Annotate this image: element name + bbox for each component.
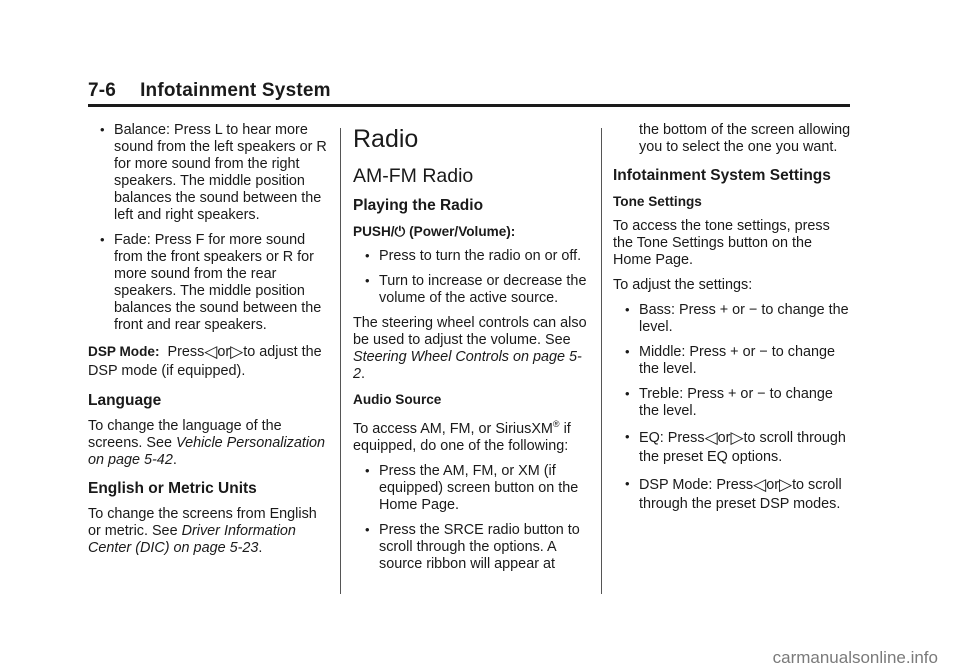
bullet-fade: • Fade: Press F for more sound from the front speakers or R for more sound from the rear speakers. The middle position balances the sound between the front and rear speakers. bbox=[88, 232, 332, 334]
dsp-mode-label: DSP Mode: bbox=[88, 344, 160, 359]
tone-paragraph: To access the tone settings, press the Tone Settings button on the Home Page. bbox=[613, 218, 830, 268]
bullet-balance: • Balance: Press L to hear more sound from the left speakers or R for more sound from the right speakers. The middle position balances the sound between the left and right speakers. bbox=[88, 122, 332, 224]
column-1 bbox=[88, 122, 332, 565]
left-arrow-icon: ◁ bbox=[204, 342, 218, 361]
dsp-text: Press bbox=[167, 344, 205, 360]
audio-source-text: To access AM, FM, or SiriusXM bbox=[353, 420, 553, 437]
continued-text: the bottom of the screen allowing you to select the one you want. bbox=[639, 122, 851, 155]
dsp3-text: DSP Mode: Press bbox=[639, 477, 754, 493]
bullet-turn-volume: • Turn to increase or decrease the volume of the active source. bbox=[353, 273, 589, 307]
dsp3-or: or bbox=[766, 477, 779, 493]
watermark: carmanualsonline.info bbox=[772, 648, 938, 667]
steering-text: The steering wheel controls can also be used to adjust the volume. See bbox=[353, 315, 587, 348]
units-paragraph: To change the screens from English or metric. See Driver Information Center (DIC) on page 5-23. bbox=[88, 506, 317, 556]
page-header bbox=[88, 80, 331, 102]
right-arrow-icon: ▷ bbox=[230, 342, 244, 361]
language-reference-link[interactable]: Vehicle Personalization on page 5-42 bbox=[88, 435, 326, 468]
eq-text-end: to scroll through the preset EQ options. bbox=[639, 430, 846, 465]
settings-heading: Infotainment System Settings bbox=[613, 167, 831, 184]
chapter-title: Infotainment System bbox=[140, 80, 331, 101]
tone-settings-label: Tone Settings bbox=[613, 194, 702, 209]
page-number: 7-6 bbox=[88, 80, 117, 101]
units-heading: English or Metric Units bbox=[88, 480, 257, 497]
column-divider-right bbox=[601, 128, 602, 594]
push-label bbox=[353, 223, 589, 240]
units-reference-link[interactable]: Driver Information Center (DIC) on page 5-23 bbox=[88, 523, 296, 556]
steering-reference-link[interactable]: Steering Wheel Controls on page 5-2 bbox=[353, 349, 582, 382]
bullet-dsp-mode bbox=[613, 475, 853, 514]
bullet-eq bbox=[613, 428, 853, 467]
audio-source-label: Audio Source bbox=[353, 392, 442, 407]
push-label-text: PUSH/ bbox=[353, 224, 395, 239]
dsp-or: or bbox=[217, 344, 231, 360]
registered-mark: ® bbox=[552, 419, 560, 429]
eq-or: or bbox=[717, 430, 731, 446]
steering-paragraph: The steering wheel controls can also be used to adjust the volume. See Steering Wheel Controls on page 5-2. bbox=[353, 315, 587, 382]
dsp-mode-paragraph bbox=[88, 342, 332, 381]
adjust-paragraph: To adjust the settings: bbox=[613, 277, 753, 293]
bullet-bass: • Bass: Press + or − to change the level. bbox=[613, 302, 853, 336]
audio-source-text-end: if equipped, do one of the following: bbox=[353, 420, 571, 454]
column-2 bbox=[353, 122, 589, 581]
dsp3-text-end: to scroll through the preset DSP modes. bbox=[639, 477, 842, 512]
bullet-treble: • Treble: Press + or − to change the level. bbox=[613, 386, 853, 420]
radio-heading: Radio bbox=[353, 125, 419, 153]
column-3 bbox=[613, 122, 853, 522]
power-volume-label: (Power/Volume): bbox=[409, 224, 516, 239]
playing-heading: Playing the Radio bbox=[353, 197, 484, 214]
bullet-push-on-off: • Press to turn the radio on or off. bbox=[353, 248, 589, 265]
right-arrow-icon: ▷ bbox=[778, 475, 793, 494]
bullet-press-am-fm-xm: • Press the AM, FM, or XM (if equipped) screen button on the Home Page. bbox=[353, 463, 589, 514]
bullet-middle: • Middle: Press + or − to change the level. bbox=[613, 344, 853, 378]
bullet-press-srce: • Press the SRCE radio button to scroll through the options. A source ribbon will appear at bbox=[353, 522, 589, 573]
column-divider-left bbox=[340, 128, 341, 594]
amfm-heading: AM-FM Radio bbox=[353, 165, 474, 187]
power-icon: ⏻ bbox=[394, 224, 406, 239]
left-arrow-icon: ◁ bbox=[753, 475, 767, 494]
language-paragraph: To change the language of the screens. See Vehicle Personalization on page 5-42. bbox=[88, 418, 326, 468]
language-heading: Language bbox=[88, 392, 162, 409]
eq-text: EQ: Press bbox=[639, 430, 705, 446]
left-arrow-icon: ◁ bbox=[704, 428, 718, 447]
header-rule bbox=[88, 104, 850, 107]
right-arrow-icon: ▷ bbox=[730, 428, 744, 447]
audio-source-paragraph bbox=[353, 416, 589, 455]
units-text: To change the screens from English or metric. See bbox=[88, 506, 317, 539]
dsp-text-end: to adjust the DSP mode (if equipped). bbox=[88, 344, 322, 379]
language-text: To change the language of the screens. See bbox=[88, 418, 282, 451]
